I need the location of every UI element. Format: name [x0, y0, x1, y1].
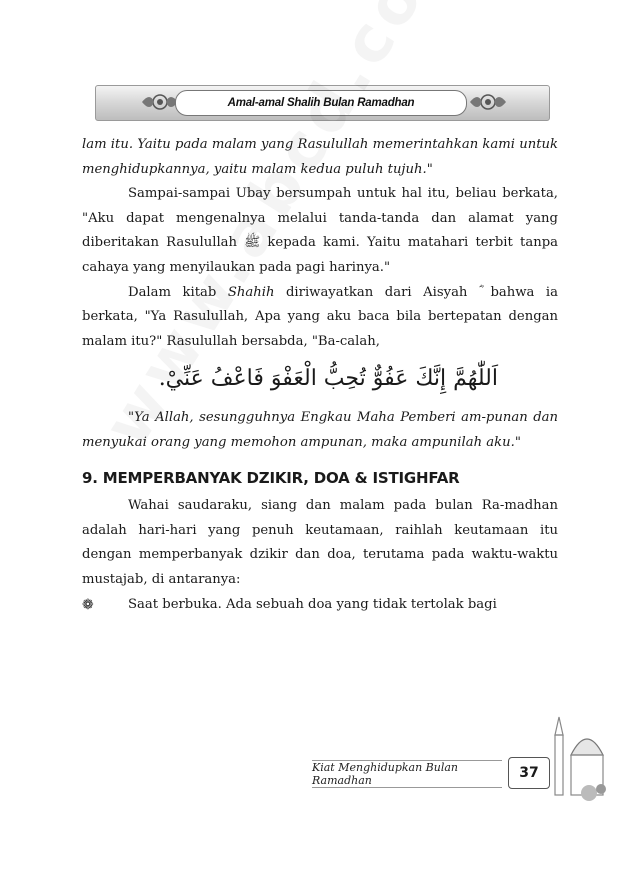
paragraph-5: Wahai saudaraku, siang dan malam pada bulan Ra-madhan adalah hari-hari yang penuh keutamaan, raihlah keutamaan itu dengan memperbanyak dzikir dan doa, terutama pada waktu-waktu mustajab, di antaranya: [82, 498, 558, 587]
running-header-title: Amal-amal Shalih Bulan Ramadhan [227, 97, 415, 109]
flower-bullet-icon: ❁ [82, 596, 94, 613]
paragraph-1: lam itu. Yaitu pada malam yang Rasulullah memerintahkan kami untuk menghidupkannya, yaitu malam kedua puluh tujuh." [82, 137, 558, 177]
page-number: 37 [508, 757, 550, 789]
section-heading: 9. MEMPERBANYAK DZIKIR, DOA & ISTIGHFAR [82, 468, 460, 487]
running-footer [312, 760, 502, 788]
list-item [82, 593, 558, 618]
page-body [82, 133, 558, 617]
paragraph-2: Sampai-sampai Ubay bersumpah untuk hal itu, beliau berkata, "Aku dapat mengenalnya melalui tanda-tanda dan alamat yang diberitakan Rasulullah ﷺ kepada kami. Yaitu matahari terbit tanpa cahaya yang menyilaukan pada pagi harinya." [82, 186, 558, 275]
mosque-dome-icon [545, 695, 615, 805]
paragraph-3-rest: diriwayatkan dari Aisyah ؓ bahwa ia berkata, "Ya Rasulullah, Apa yang aku baca bila bertepatan dengan malam itu?" Rasulullah bersabda, "Ba-calah, [82, 284, 558, 349]
floral-ornament-icon [140, 86, 180, 118]
footer-book-title: Kiat Menghidupkan Bulan Ramadhan [312, 761, 459, 787]
paragraph-3 [82, 281, 558, 355]
prayer-translation: "Ya Allah, sesungguhnya Engkau Maha Pemberi am-punan dan menyukai orang yang memohon ampunan, maka ampunilah aku." [82, 410, 558, 450]
arabic-prayer: اَللّٰهُمَّ إِنَّكَ عَفُوٌّ تُحِبُّ الْعَفْوَ فَاعْفُ عَنِّيْ. [158, 366, 498, 392]
floral-ornament-icon [468, 86, 508, 118]
bullet-text: Saat berbuka. Ada sebuah doa yang tidak tertolak bagi [128, 596, 497, 612]
paragraph-3-start: Dalam kitab [128, 284, 228, 300]
book-title-shahih: Shahih [227, 284, 275, 300]
